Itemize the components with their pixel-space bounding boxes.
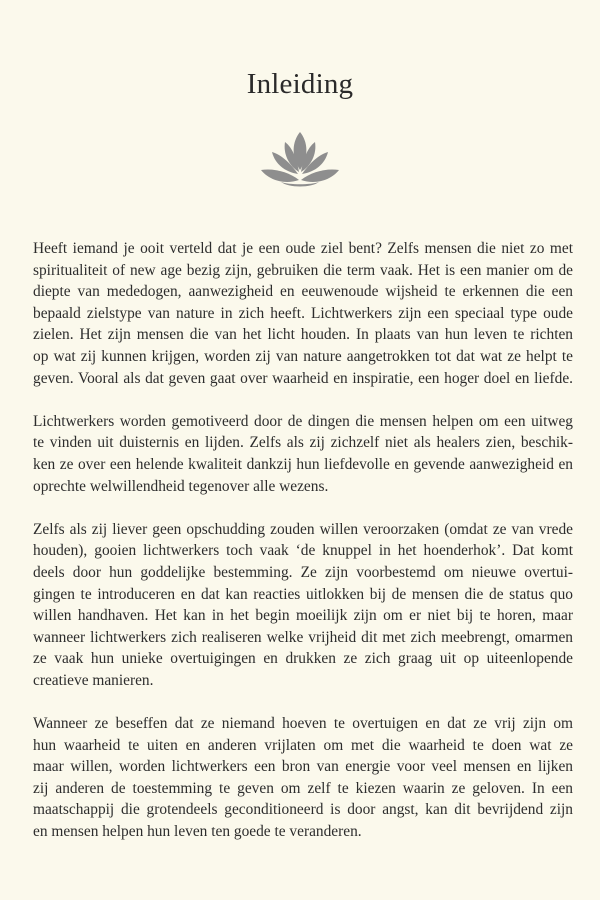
text-line: Lichtwerkers worden gemotiveerd door de dingen die mensen helpen om een uitweg xyxy=(33,412,573,430)
text-line: deels door hun goddelijke bestemming. Ze zijn voorbestemd om nieuwe overtui- xyxy=(33,563,573,581)
text-line: Heeft iemand je ooit verteld dat je een oude ziel bent? Zelfs mensen die niet zo met xyxy=(33,240,573,257)
text-line: willen handhaven. Het kan in het begin moeilijk zijn om er niet bij te horen, maar xyxy=(33,607,573,625)
text-line: ze vaak hun unieke overtuigingen en drukken ze zich graag uit op uiteenlopende xyxy=(33,650,573,668)
text-line: Wanneer ze beseffen dat ze niemand hoeven te overtuigen en dat ze vrij zijn om xyxy=(33,715,573,733)
text-line: en mensen helpen hun leven ten goede te veranderen. xyxy=(33,823,362,841)
text-line: maar willen, worden lichtwerkers een bron van energie voor veel mensen en lijken xyxy=(33,758,573,776)
text-line: hun waarheid te uiten en anderen vrijlaten om met die waarheid te doen wat ze xyxy=(33,736,573,754)
text-line: ken ze over een helende kwaliteit dankzij hun liefdevolle en gevende aanwezigheid en xyxy=(33,455,573,473)
text-line: Zelfs als zij liever geen opschudding zouden willen veroorzaken (omdat ze van vrede xyxy=(33,520,573,538)
text-line: spiritualiteit of new age bezig zijn, gebruiken die term vaak. Het is een manier om de xyxy=(33,261,573,279)
text-line: diepte van mededogen, aanwezigheid en eeuwenoude wijsheid te erkennen die een xyxy=(33,283,573,301)
paragraph-3 xyxy=(33,519,573,692)
text-line: oprechte welwillendheid tegenover alle wezens. xyxy=(33,477,329,495)
text-line: creatieve manieren. xyxy=(33,671,154,689)
text-line: houden), gooien lichtwerkers toch vaak ‘de knuppel in het hoenderhok’. Dat komt xyxy=(33,542,573,560)
text-line: geven. Vooral als dat geven gaat over waarheid en inspiratie, een hoger doel en liefde. xyxy=(33,369,573,387)
lotus-icon xyxy=(259,130,341,190)
text-line: op wat zij kunnen krijgen, worden zij van nature aangetrokken tot dat wat ze helpt te xyxy=(33,347,573,365)
text-line: zij anderen de toestemming te geven om zelf te kiezen waarin ze geloven. In een xyxy=(33,779,573,797)
paragraph-2 xyxy=(33,411,573,497)
chapter-title: Inleiding xyxy=(246,68,354,100)
paragraph-1 xyxy=(33,238,573,389)
text-line: zielen. Het zijn mensen die van het licht houden. In plaats van hun leven te richten xyxy=(33,326,573,344)
text-line: bepaald zielstype van nature in zich heeft. Lichtwerkers zijn een speciaal type oude xyxy=(33,304,573,322)
text-line: te vinden uit duisternis en lijden. Zelfs als zij zichzelf niet als healers zien, beschik- xyxy=(33,434,573,452)
text-line: maatschappij die grotendeels geconditioneerd is door angst, kan dit bevrijdend zijn xyxy=(33,801,573,819)
text-line: wanneer lichtwerkers zich realiseren welke vrijheid dit met zich meebrengt, omarmen xyxy=(33,628,573,646)
text-line: gingen te introduceren en dat kan reacties uitlokken bij de mensen die de status quo xyxy=(33,585,573,603)
paragraph-4 xyxy=(33,713,573,843)
chapter-body xyxy=(33,238,573,864)
